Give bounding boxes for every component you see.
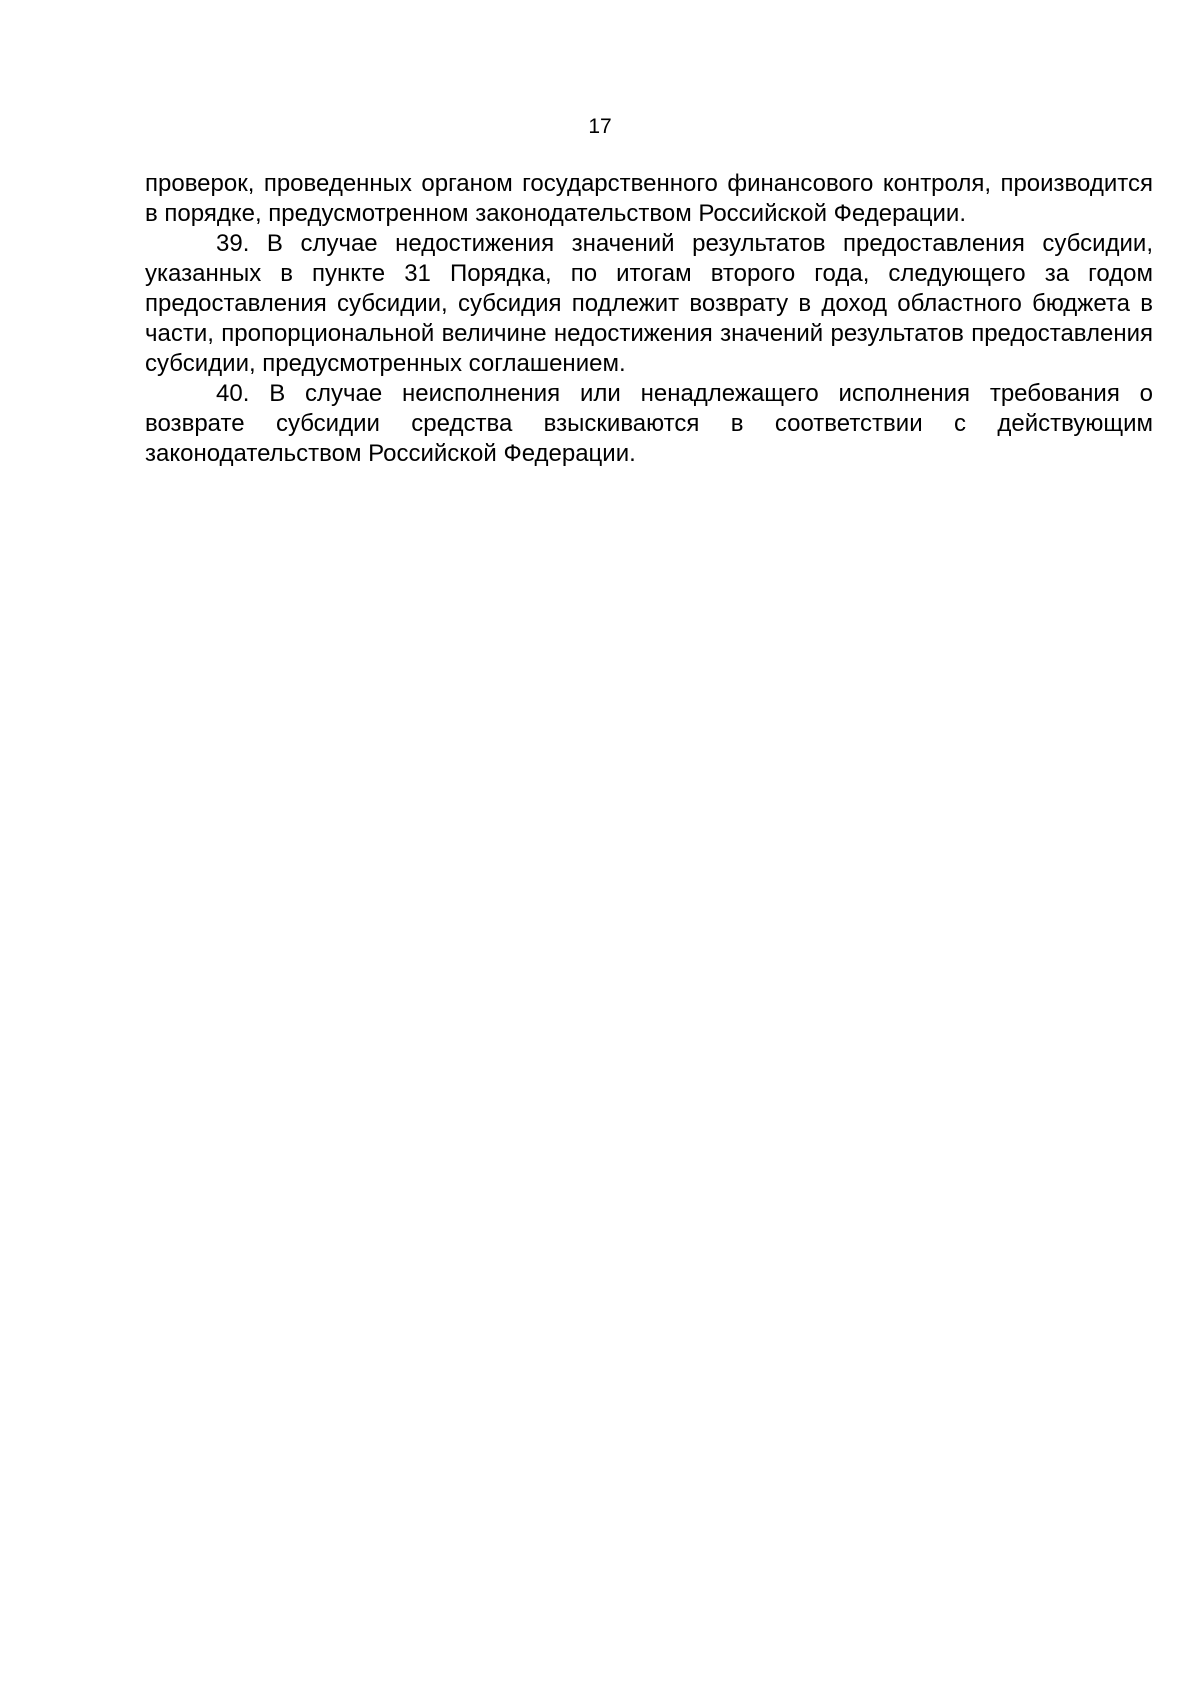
page-number: 17 <box>588 115 612 138</box>
paragraph-continuation: проверок, проведенных органом государственного финансового контроля, производится в порядке, предусмотренном законодательством Российской Федерации. <box>145 170 1153 227</box>
document-body <box>145 169 1153 469</box>
paragraph-item-39: 39. В случае недостижения значений результатов предоставления субсидии, указанных в пункте 31 Порядка, по итогам второго года, следующего за годом предоставления субсидии, субсидия подлежит возврату в доход областного бюджета в части, пропорциональной величине недостижения значений результатов предоставления субсидии, предусмотренных соглашением. <box>145 230 1153 377</box>
paragraph-item-40: 40. В случае неисполнения или ненадлежащего исполнения требования о возврате субсидии средства взыскиваются в соответствии с действующим законодательством Российской Федерации. <box>145 380 1153 467</box>
